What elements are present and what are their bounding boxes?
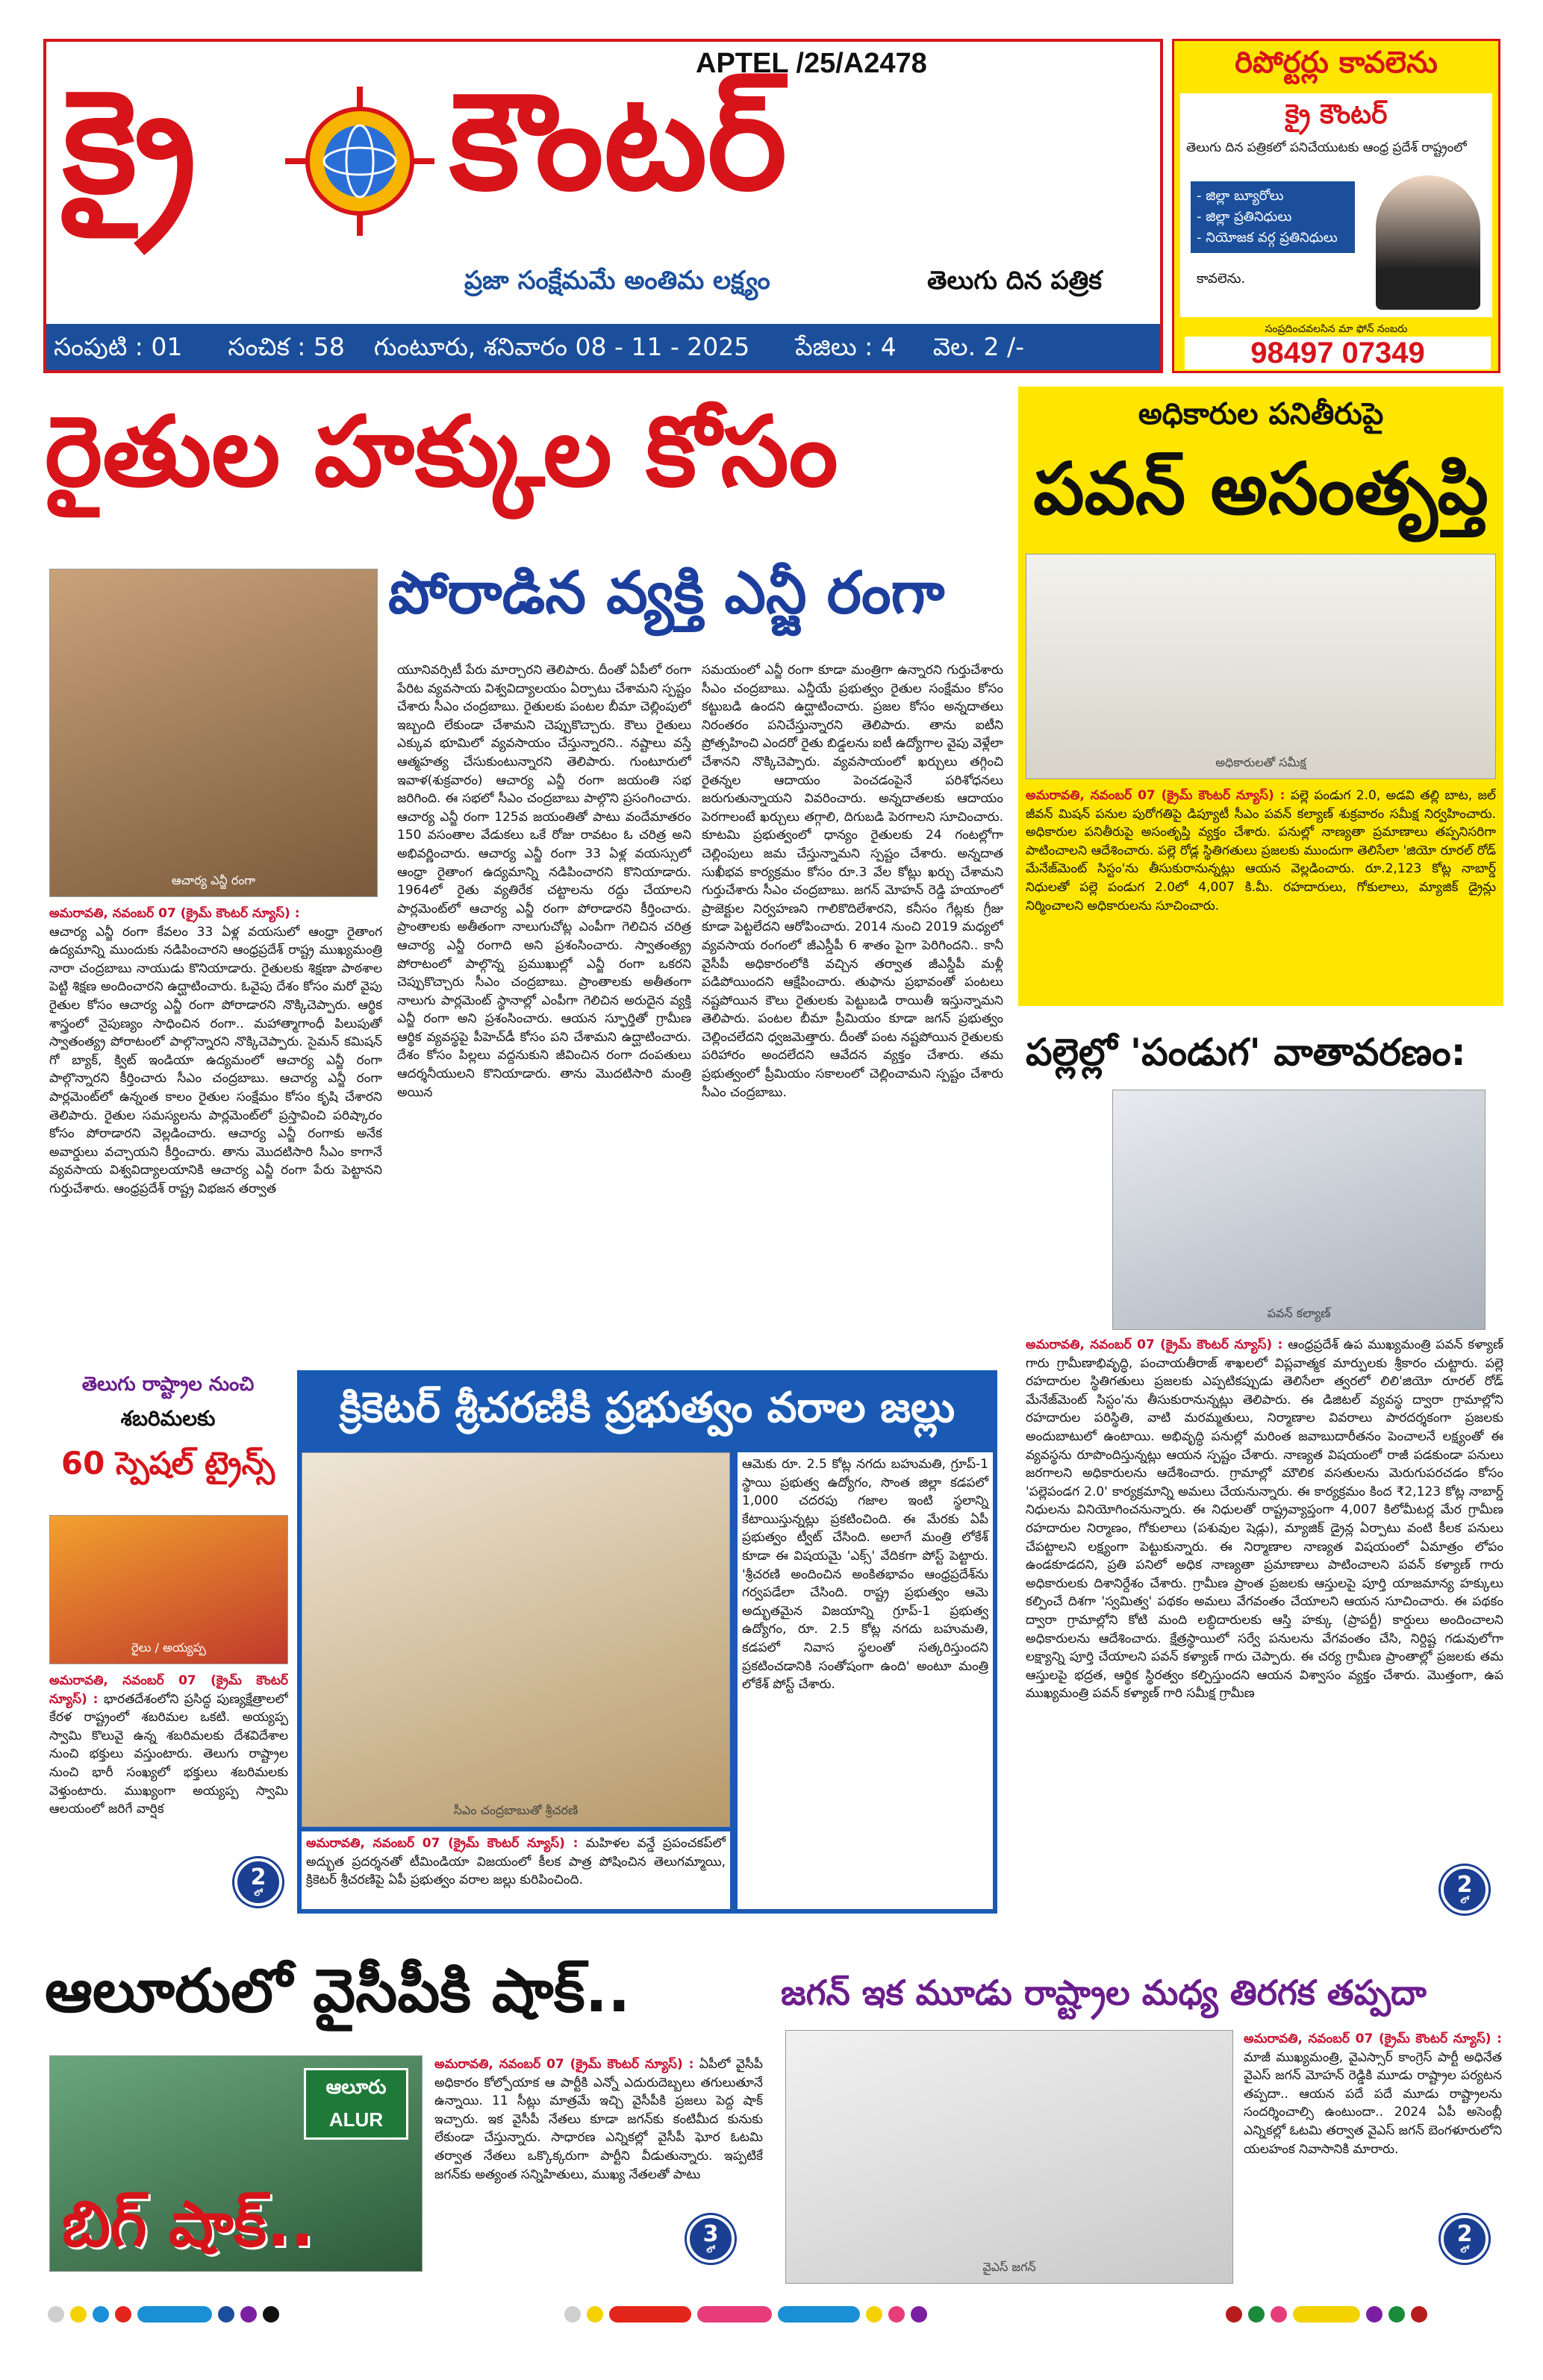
color-dot xyxy=(1271,2306,1287,2323)
trains-line-1: తెలుగు రాష్ట్రాల నుంచి xyxy=(81,1373,255,1396)
color-dot xyxy=(1366,2306,1383,2323)
color-dot xyxy=(1411,2306,1427,2323)
pawan-review-headline: పవన్ అసంతృప్తి xyxy=(1033,447,1489,531)
ranga-column-3 xyxy=(702,661,1003,1352)
footer-color-strip-right xyxy=(1226,2306,1509,2329)
ranga-text-1: ఆచార్య ఎన్జీ రంగా కేవలం 33 ఏళ్ల వయసులో ఆంధ్రా రైతాంగ ఉద్యమాన్ని ముందుకు నడిపించారని ఆంధ్రప్రదేశ్ రాష్ట్ర ముఖ్యమంత్రి నారా చంద్రబాబు నాయుడు కొనియాడారు. రైతులకు శిక్షణా పాఠశాల పెట్టి శిక్షణ అందించారని ఉద్ఘాటించారు. ఓవైపు దేశం కోసం మరో వైపు రైతుల కోసం ఆచార్య ఎన్జీ రంగా పోరాడారని నొక్కిచెప్పారు. ఆర్థిక శాస్త్రంలో నైపుణ్యం సాధించిన రంగా.. మహాత్మాగాంధీ పిలుపుతో స్వాతంత్య్ర పోరాటంలో పాల్గొన్నారని నొక్కిచెప్పారు. సైమన్ కమిషన్ గో బ్యాక్, క్విట్ ఇండియా ఉద్యమంలో ఆచార్య ఎన్జీ రంగా పాల్గొన్నారని కీర్తించారు సీఎం చంద్రబాబు. ఆచార్య ఎన్జీ రంగా పార్లమెంట్‌లో ఉన్నంత కాలం రైతుల సంక్షేమం కోసం కృషి చేశారని తెలిపారు. రైతుల సమస్యలను పార్లమెంట్‌లో ప్రస్తావించి పరిష్కారం కోసం పోరాడారని వెల్లడించారు. ఆచార్య ఎన్జీ రంగాకు అనేక అవార్డులు వచ్చాయని కీర్తించారు. తాను మొదటిసారి సీఎం కాగానే వ్యవసాయ విశ్వవిద్యాలయానికి ఆచార్య ఎన్జీ రంగా పేరు పెట్టానని గుర్తుచేశారు. ఆంధ్రప్రదేశ్ రాష్ట్ర విభజన తర్వాత xyxy=(49,924,382,1196)
badge-number: 2 xyxy=(1456,2221,1473,2247)
color-bar xyxy=(1293,2306,1360,2323)
color-dot xyxy=(48,2306,64,2323)
cricketer-box xyxy=(297,1370,997,1914)
masthead xyxy=(43,39,1163,373)
ad-items xyxy=(1191,181,1355,253)
logo-text-right: కౌంటర్ xyxy=(449,64,788,220)
cricketer-caption xyxy=(302,1831,730,1909)
cricketer-caption-body: మహిళల వన్డే ప్రపంచకప్‌లో అద్భుత ప్రదర్శనతో టీమిండియా విజయంలో కీలక పాత్ర పోషించిన తెలుగమ్మాయి, క్రికెటర్ శ్రీచరణిపై ఏపీ ప్రభుత్వం వరాల జల్లు కురిపించింది. xyxy=(306,1836,726,1888)
color-dot xyxy=(888,2306,905,2323)
palle-dateline: అమరావతి, నవంబర్ 07 (క్రైమ్ కౌంటర్ న్యూస్) : xyxy=(1026,1337,1283,1352)
ranga-headline: రైతుల హక్కుల కోసం xyxy=(45,395,838,508)
badge-text: లో xyxy=(254,1888,263,1898)
badge-number: 2 xyxy=(1456,1872,1473,1898)
palle-text xyxy=(1026,1336,1503,1881)
footer-color-strip-left xyxy=(48,2306,346,2329)
aluru-sign-english: ALUR xyxy=(328,2108,384,2131)
trains-body: భారతదేశంలోని ప్రసిద్ధ పుణ్యక్షేత్రాలలో కేరళ రాష్ట్రంలో శబరిమల ఒకటి. అయ్యప్ప స్వామి కొలువై ఉన్న శబరిమలకు దేశవిదేశాల నుంచి భక్తులు వస్తుంటారు. తెలుగు రాష్ట్రాల నుంచి భారీ సంఖ్యలో భక్తులు శబరిమలకు వెళ్తుంటారు. ముఖ్యంగా అయ్యప్ప స్వామి ఆలయంలో జరిగే వార్షిక xyxy=(49,1691,288,1817)
color-dot xyxy=(240,2306,257,2323)
ad-contact-note: సంప్రదించవలసిన మా ఫోన్ నంబరు xyxy=(1265,323,1408,335)
pawan-review-text xyxy=(1026,787,1496,1002)
color-dot xyxy=(70,2306,87,2323)
volume: సంపుటి : 01 xyxy=(54,332,183,361)
page-2-badge-trains[interactable] xyxy=(234,1858,282,1906)
color-dot xyxy=(587,2306,603,2323)
aluru-body: ఏపీలో వైసీపీ అధికారం కోల్పోయాక ఆ పార్టీకి ఎన్నో ఎదురుదెబ్బలు తగులుతూనే ఉన్నాయి. 11 సీట్లు మాత్రమే ఇచ్చి వైసీపీకి ప్రజలు పెద్ద షాక్ ఇచ్చారు. ఇక వైసీపీ నేతలు కూడా జగన్‌కు కంటిమీద కునుకు లేకుండా చేస్తున్నారు. సాధారణ ఎన్నికల్లో వైసీపీ ఘోర ఓటమి తర్వాత నేతలు ఒక్కొక్కరుగా పార్టీని వీడుతున్నారు. ఇప్పటికే జగన్‌కు అత్యంత సన్నిహితులు, ముఖ్య నేతలతో పాటు xyxy=(434,2057,763,2182)
trains-line-3: 60 స్పెషల్ ట్రైన్స్ xyxy=(60,1445,275,1481)
pawan-photo xyxy=(1112,1090,1486,1330)
paper-type: తెలుగు దిన పత్రిక xyxy=(927,266,1102,296)
color-dot xyxy=(93,2306,109,2323)
trains-photo xyxy=(49,1515,288,1664)
ad-panel xyxy=(1180,93,1492,317)
aluru-big-shock-text: బిగ్ షాక్.. xyxy=(62,2187,314,2261)
jagan-dateline: అమరావతి, నవంబర్ 07 (క్రైమ్ కౌంటర్ న్యూస్) : xyxy=(1244,2031,1502,2046)
trains-line-2: శబరిమలకు xyxy=(120,1406,216,1431)
cricketer-photo xyxy=(302,1452,730,1827)
place-date: గుంటూరు, శనివారం 08 - 11 - 2025 xyxy=(373,332,750,361)
pawan-review-kicker: అధికారుల పనితీరుపై xyxy=(1138,397,1384,431)
palle-headline: పల్లెల్లో 'పండుగ' వాతావరణం: xyxy=(1026,1031,1466,1074)
ranga-subhead: పోరాడిన వ్యక్తి ఎన్జీ రంగా xyxy=(388,560,945,627)
ranga-dateline: అమరావతి, నవంబర్ 07 (క్రైమ్ కౌంటర్ న్యూస్) : xyxy=(49,906,300,921)
ad-tail: కావలెను. xyxy=(1197,271,1246,287)
reporters-wanted-ad xyxy=(1172,39,1500,373)
ad-item: - నియోజక వర్గ ప్రతినిధులు xyxy=(1197,230,1338,246)
badge-text: లో xyxy=(1460,1896,1469,1905)
page-3-badge[interactable] xyxy=(687,2215,735,2263)
cricketer-body: ఆమెకు రూ. 2.5 కోట్ల నగదు బహుమతి, గ్రూప్-1 స్థాయి ప్రభుత్వ ఉద్యోగం, సొంత జిల్లా కడపలో 1,000 చదరపు గజాల ఇంటి స్థలాన్ని కేటాయిస్తున్నట్లు ప్రకటించింది. ఈ మేరకు ఏపీ ప్రభుత్వం ట్వీట్ చేసింది. అలాగే మంత్రి లోకేశ్ కూడా ఈ విషయమై 'ఎక్స్' వేదికగా పోస్ట్ పెట్టారు. 'శ్రీచరణి అందించిన అంకితభావం ఆంధ్రప్రదేశ్‌ను గర్వపడేలా చేసింది. రాష్ట్ర ప్రభుత్వం ఆమె అద్భుతమైన విజయాన్ని గ్రూప్-1 ప్రభుత్వ ఉద్యోగం, రూ. 2.5 కోట్ల నగదు బహుమతి, కడపలో నివాస స్థలంతో సత్కరిస్తుందని ప్రకటించడానికి సంతోషంగా ఉంది' అంటూ మంత్రి లోకేశ్ పోస్ట్ చేశారు. xyxy=(742,1457,988,1693)
ranga-text-3: సమయంలో ఎన్జీ రంగా కూడా మంత్రిగా ఉన్నారని గుర్తుచేశారు సీఎం చంద్రబాబు. ఎన్డీయే ప్రభుత్వం రైతుల సంక్షేమం కోసం కట్టుబడి ఉందని ఉద్ఘాటించారు. ప్రజల కోసం అన్నదాతలు నిరంతరం పనిచేస్తున్నారని తెలిపారు. తాను ఐటీని ప్రోత్సహించి ఎందరో రైతు బిడ్డలను ఐటీ ఉద్యోగాల వైపు వెళ్లేలా చేశానని నొక్కిచెప్పారు. వ్యవసాయంలో ఖర్చులు తగ్గించి రైతన్నల ఆదాయం పెంచడంపైనే పరిశోధనలు జరుగుతున్నాయని వివరించారు. అన్నదాతలకు ఆదాయం పెరగాలంటే ఖర్చులు తగ్గాలి, దిగుబడి పెరగాలని సూచించారు. కూటమి ప్రభుత్వంలో ధాన్యం రైతులకు 24 గంటల్లోగా చెల్లింపులు జమ చేస్తున్నామని స్పష్టం చేశారు. అన్నదాత సుఖీభవ కార్యక్రమం కోసం రూ.3 వేల కోట్లు ఖర్చు చేశామని గుర్తుచేశారు సీఎం చంద్రబాబు. జగన్ మోహన్ రెడ్డి హయాంలో ప్రాజెక్టుల నిర్వహణని గాలికొదిలేశారని, కనీసం గేట్లకు గ్రీజు కూడా పెట్టలేదని ఆరోపించారు. 2014 నుంచి 2019 మధ్యలో వ్యవసాయ రంగంలో జీఎస్డీపీ 6 శాతం పైగా పెరిగిందని.. కానీ వైసీపీ అధికారంలోకి వచ్చిన తర్వాత జీఎస్డీపీ మళ్లీ పడిపోయిందని ఆక్షేపించారు. తుఫాను ప్రభావంతో పంటలు నష్టపోయిన కౌలు రైతులకు పెట్టుబడి రాయితీ ఇస్తున్నామని తెలిపారు. పంటల బీమా ప్రీమియం కూడా జగన్ ప్రభుత్వం చెల్లించలేదని ధ్వజమెత్తారు. దీంతో పంట నష్టపోయిన రైతులకు పరిహారం అందలేదని ఆవేదన వ్యక్తం చేశారు. తమ ప్రభుత్వంలో ప్రీమియం సకాలంలో చెల్లించామని స్పష్టం చేశారు సీఎం చంద్రబాబు. xyxy=(702,663,1003,1100)
pawan-review-dateline: అమరావతి, నవంబర్ 07 (క్రైమ్ కౌంటర్ న్యూస్) : xyxy=(1026,788,1285,803)
badge-text: లో xyxy=(1460,2245,1469,2255)
ad-brand: క్రై కౌంటర్ xyxy=(1285,99,1388,130)
color-dot xyxy=(115,2306,131,2323)
trains-dateline: అమరావతి, నవంబర్ 07 (క్రైమ్ కౌంటర్ న్యూస్) : xyxy=(49,1673,288,1707)
cricketer-text xyxy=(738,1452,993,1909)
ranga-column-1 xyxy=(49,905,382,1352)
cricketer-headline: క్రికెటర్ శ్రీచరణికి ప్రభుత్వం వరాల జల్లు xyxy=(339,1384,956,1432)
ranga-column-2 xyxy=(397,661,691,1352)
price: వెల. 2 /- xyxy=(932,332,1025,361)
pawan-review-photo-caption: అధికారులతో సమీక్ష xyxy=(1215,755,1306,769)
badge-number: 2 xyxy=(250,1864,266,1890)
badge-number: 3 xyxy=(702,2221,719,2247)
pawan-review-body: పల్లె పండుగ 2.0, అడవి తల్లి బాట, జల్ జీవన్ మిషన్ పనుల పురోగతిపై డిప్యూటీ సీఎం పవన్ కల్యాణ్ శుక్రవారం సమీక్ష నిర్వహించారు. అధికారుల పనితీరుపై అసంతృప్తి వ్యక్తం చేశారు. పనుల్లో నాణ్యతా ప్రమాణాలు తప్పనిసరిగా పాటించాలని ఆదేశించారు. పల్లె రోడ్ల స్థితిగతులు ప్రజలకు ముందుగా తెలిసేలా 'జియో రూరల్ రోడ్ మేనేజ్‌మెంట్ సిస్టం'ను తీసుకురానున్నట్లు ఆయన వెల్లడించారు. రూ.2,123 కోట్ల నాబార్డ్ నిధులతో పల్లె పండుగ 2.0లో 4,007 కి.మీ. రహదారులు, గోకులాలు, మ్యాజిక్ డ్రైన్లు నిర్మించాలని అధికారులను సూచించారు. xyxy=(1026,788,1496,913)
color-dot xyxy=(263,2306,279,2323)
aluru-dateline: అమరావతి, నవంబర్ 07 (క్రైమ్ కౌంటర్ న్యూస్) : xyxy=(434,2057,694,2072)
color-dot xyxy=(1226,2306,1242,2323)
cricketer-photo-caption: సీఎం చంద్రబాబుతో శ్రీచరణి xyxy=(453,1803,579,1817)
issue-bar xyxy=(46,324,1160,370)
color-dot xyxy=(1248,2306,1265,2323)
ranga-text-2: యూనివర్సిటీ పేరు మార్చారని తెలిపారు. దీంతో ఏపీలో రంగా పేరిట వ్యవసాయ విశ్వవిద్యాలయం ఏర్పాటు చేశామని స్పష్టం చేశారు సీఎం చంద్రబాబు. రైతులకు పంటల బీమా చెల్లింపులో ఇబ్బంది లేకుండా చేశామని చెప్పుకొచ్చారు. కౌలు రైతులు ఎక్కువ భూమిలో వ్యవసాయం చేస్తున్నారని.. నష్టాలు వస్తే ఆత్మహత్య చేసుకుంటున్నారని తెలిపారు. గుంటూరులో ఇవాళ(శుక్రవారం) ఆచార్య ఎన్జీ రంగా జయంతి సభ జరిగింది. ఈ సభలో సీఎం చంద్రబాబు పాల్గొని ప్రసంగించారు. ఆచార్య ఎన్జీ రంగా 125వ జయంతితో పాటు వందేమాతరం 150 వసంతాల వేడుకలు ఒకే రోజు రావటం ఓ చరిత్ర అని అభివర్ణించారు. ఆచార్య ఎన్జీ రంగా 33 ఏళ్ల వయస్సులో ఆంధ్రా రైతాంగ ఉద్యమాన్ని నడిపించారని కొనియాడారు. 1964లో రైతు వ్యతిరేక చట్టాలను రద్దు చేయాలని పార్లమెంట్‌లో ఆచార్య ఎన్జీ రంగా పోరాడారని కీర్తించారు. ప్రాంతాలకు అతీతంగా నాలుగుచోట్ల ఎంపీగా గెలిచిన చరిత్ర ఆచార్య ఎన్జీ రంగాది అని ప్రశంసించారు. స్వాతంత్య్ర పోరాటంలో పాల్గొన్న ప్రముఖుల్లో ఎన్జీ రంగా ఒకరని చెప్పుకొచ్చారు సీఎం చంద్రబాబు. ప్రాంతాలకు అతీతంగా నాలుగు పార్లమెంట్ స్థానాల్లో ఎంపీగా గెలిచిన అరుదైన వ్యక్తి ఎన్జీ రంగా అని ప్రశంసించారు. ఆయన స్ఫూర్తితో గ్రామీణ ఆర్థిక వ్యవస్థపై పీహెచ్‌డీ కోసం పని చేశామని ఉద్ఘాటించారు. దేశం కోసం పిల్లలు వద్దనుకుని జీవించిన రంగా దంపతులు ఆదర్శనీయులని కొనియాడారు. తాను మొదటిసారి మంత్రి అయిన xyxy=(397,663,691,1100)
page-2-badge[interactable] xyxy=(1441,1866,1489,1914)
ad-phone: 98497 07349 xyxy=(1185,337,1491,369)
color-dot xyxy=(911,2306,927,2323)
footer-color-strip-middle xyxy=(564,2306,1012,2329)
logo-text-left: క్రై xyxy=(63,60,196,225)
globe-logo-icon xyxy=(285,87,434,236)
color-bar xyxy=(137,2306,212,2323)
aluru-sign-telugu: ఆలూరు xyxy=(325,2076,387,2099)
ad-model-photo xyxy=(1376,175,1480,310)
ad-item: - జిల్లా ప్రతినిధులు xyxy=(1197,209,1292,225)
pawan-photo-caption: పవన్ కల్యాణ్ xyxy=(1267,1306,1331,1320)
jagan-photo-caption: వైఎస్ జగన్ xyxy=(982,2260,1036,2274)
badge-text: లో xyxy=(706,2245,715,2255)
color-dot xyxy=(564,2306,581,2323)
page-count: పేజిలు : 4 xyxy=(795,332,897,361)
issue-number: సంచిక : 58 xyxy=(228,332,345,361)
color-bar xyxy=(609,2306,691,2323)
color-dot xyxy=(1388,2306,1405,2323)
ranga-photo-caption: ఆచార్య ఎన్జీ రంగా xyxy=(171,873,256,887)
cricketer-dateline: అమరావతి, నవంబర్ 07 (క్రైమ్ కౌంటర్ న్యూస్) : xyxy=(306,1836,579,1851)
aluru-headline: ఆలూరులో వైసీపీకి షాక్.. xyxy=(45,1956,631,2026)
jagan-headline: జగన్ ఇక మూడు రాష్ట్రాల మధ్య తిరగక తప్పదా xyxy=(781,1973,1427,2013)
color-dot xyxy=(218,2306,234,2323)
aluru-photo xyxy=(49,2055,423,2272)
ad-body: తెలుగు దిన పత్రికలో పనిచేయుటకు ఆంధ్ర ప్రదేశ్ రాష్ట్రంలో xyxy=(1186,140,1467,155)
trains-photo-caption: రైలు / అయ్యప్ప xyxy=(131,1640,206,1655)
jagan-photo xyxy=(785,2030,1233,2284)
color-bar xyxy=(697,2306,772,2323)
color-bar xyxy=(778,2306,860,2323)
aluru-sign xyxy=(304,2068,408,2140)
color-dot xyxy=(866,2306,882,2323)
registration-number: APTEL /25/A2478 xyxy=(696,48,927,79)
ad-title: రిపోర్టర్లు కావలెను xyxy=(1235,46,1438,80)
ranga-photo xyxy=(49,569,378,897)
palle-body: ఆంధ్రప్రదేశ్ ఉప ముఖ్యమంత్రి పవన్ కళ్యాణ్ గారు గ్రామీణాభివృద్ధి, పంచాయతీరాజ్ శాఖలలో విప్లవాత్మక మార్పులకు శ్రీకారం చుట్టారు. పల్లె రహదారుల స్థితిగతులు ప్రజలకు ఎప్పటికప్పుడు తెలిసేలా త్వరలో లిలి'జియో రూరల్ రోడ్ మేనేజ్‌మెంట్ సిస్టం'ను తీసుకురానున్నట్లు తెలిపారు. ఈ డిజిటల్ వ్యవస్థ ద్వారా గ్రామాల్లోని రహదారుల పరిస్థితి, వాటి మరమ్మతులు, నిర్మాణాల వివరాలు పారదర్శకంగా ప్రజలకు అందుబాటులో ఉంటాయి. అభివృద్ధి పనుల్లో మరింత జవాబుదారీతనం పెంచాలనే లక్ష్యంతో ఈ వ్యవస్థను రూపొందిస్తున్నట్లు ఆయన స్పష్టం చేశారు. నాణ్యత విషయంలో రాజీ పడకుండా పనులు జరగాలని అధికారులను ఆదేశించారు. గ్రామాల్లో మౌలిక వసతులను మెరుగుపరచడం కోసం 'పల్లెపండగ 2.0' కార్యక్రమాన్ని అమలు చేయనున్నారు. ఈ కార్యక్రమం కింద ₹2,123 కోట్ల నాబార్డ్ నిధులను వినియోగించనున్నారు. ఈ నిధులతో రాష్ట్రవ్యాప్తంగా 4,007 కిలోమీటర్ల మేర గ్రామీణ రహదారుల నిర్మాణం, గోకులాలు (పశువుల షెడ్లు), మ్యాజిక్ డ్రైన్ల ఏర్పాటు వంటి కీలక పనులు చేపట్టాలని లక్ష్యంగా పెట్టుకున్నారు. ఈ నిర్మాణాల నాణ్యత విషయంలో ఏమాత్రం లోపం ఉండకూడదని, ప్రతి పనిలో అధిక నాణ్యతా ప్రమాణాలు పాటించాలని పవన్ కళ్యాణ్ గారు అధికారులకు దిశానిర్దేశం చేశారు. గ్రామీణ ప్రాంత ప్రజలకు ఆస్తులపై పూర్తి యాజమాన్య హక్కులు కల్పించే దిశగా 'స్వమిత్వ' పథకం అమలు వేగవంతం చేయాలని ఆయన సూచించారు. ఈ పథకం ద్వారా గ్రామాల్లోని కోటి మంది లబ్ధిదారులకు ఆస్తి హక్కు (ప్రాపర్టీ) కార్డులు అందించాలని అధికారులను ఆదేశించారు. క్షేత్రస్థాయిలో సర్వే పనులను వేగవంతం చేసి, నిర్దిష్ట గడువులోగా లక్ష్యాన్ని పూర్తి చేయాలని పవన్ కళ్యాణ్ గారు చెప్పారు. ఈ చర్య గ్రామీణ ప్రాంతాల్లో ప్రజలకు తమ ఆస్తులపై భద్రత, ఆర్థిక స్థిరత్వం కల్పిస్తుందని ఆయన విశ్వాసం వ్యక్తం చేశారు. మొత్తంగా, ఉప ముఖ్యమంత్రి పవన్ కళ్యాణ్ గారి సమీక్ష గ్రామీణ xyxy=(1026,1337,1503,1702)
ad-item: - జిల్లా బ్యూరోలు xyxy=(1197,188,1284,204)
jagan-body: మాజీ ముఖ్యమంత్రి, వైఎస్సార్ కాంగ్రెస్ పార్టీ అధినేత వైఎస్ జగన్ మోహన్ రెడ్డికి మూడు రాష్ట్రాల పర్యటన తప్పదా.. ఆయన పదే పదే మూడు రాష్ట్రాలను సందర్శించాల్సి ఉంటుందా.. 2024 ఏపీ అసెంబ్లీ ఎన్నికల్లో ఓటమి తర్వాత వైఎస్ జగన్ బెంగళూరులోని యలహంక నివాసానికి మారారు. xyxy=(1244,2049,1502,2157)
tagline: ప్రజా సంక్షేమమే అంతిమ లక్ష్యం xyxy=(464,266,770,296)
pawan-review-photo xyxy=(1026,554,1496,779)
page-2-badge-jagan[interactable] xyxy=(1441,2215,1489,2263)
pawan-review-box xyxy=(1018,387,1503,1006)
